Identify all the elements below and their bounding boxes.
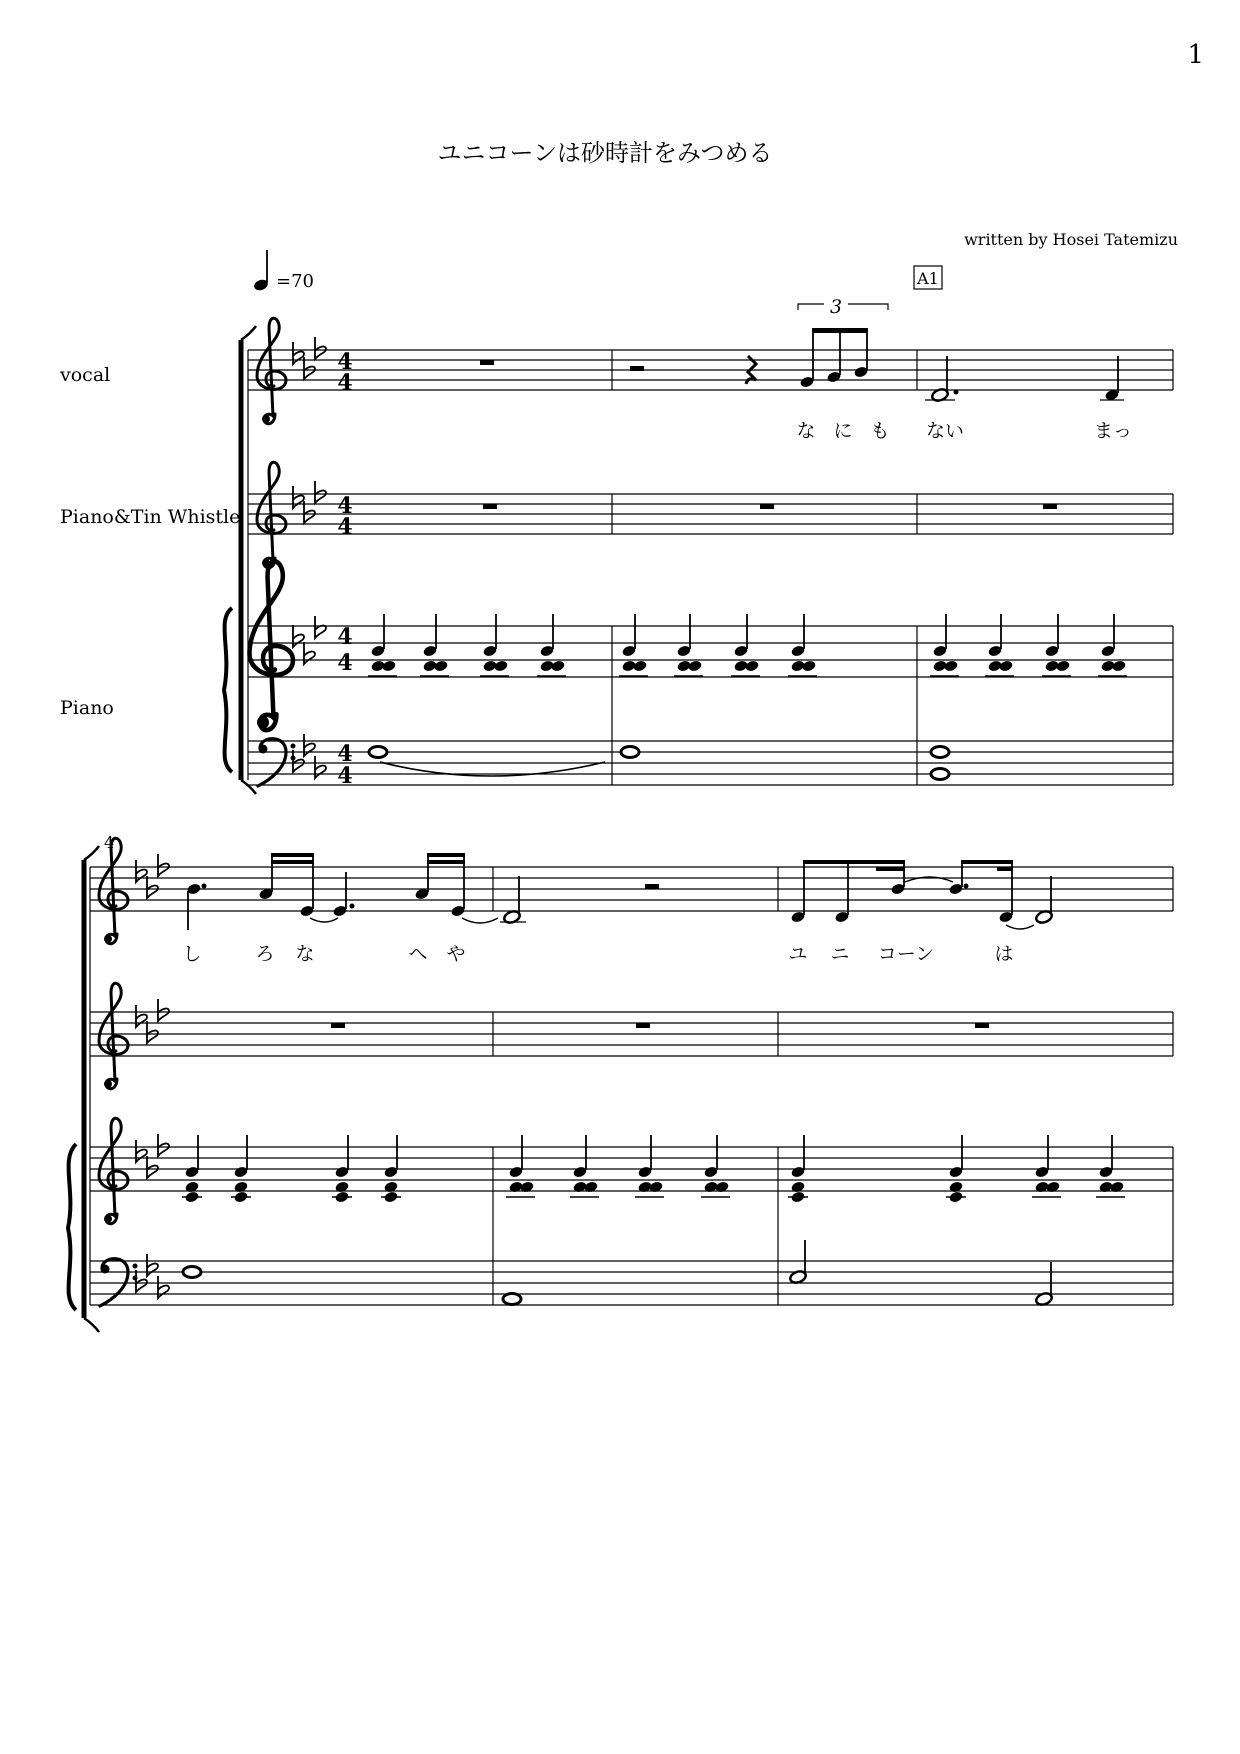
svg-text:な: な <box>796 420 816 442</box>
svg-text:ユ: ユ <box>788 943 808 965</box>
svg-text:ニ: ニ <box>830 943 850 965</box>
treble-clef-icon <box>99 838 128 943</box>
page-number: 1 <box>1187 40 1204 70</box>
svg-text:4: 4 <box>337 370 353 396</box>
brace-icon <box>224 608 232 772</box>
staff-lines <box>248 350 1173 785</box>
svg-text:ろ: ろ <box>255 943 275 965</box>
lyrics-system1 <box>796 420 1132 442</box>
rehearsal-mark: A1 <box>917 269 939 288</box>
piano-rh-system1 <box>368 614 1127 676</box>
time-signatures <box>337 349 352 789</box>
quarter-note-icon <box>253 250 270 292</box>
tuplet-number: 3 <box>829 296 843 318</box>
treble-clef-icon <box>99 1118 128 1223</box>
treble-clef-icon <box>257 318 286 423</box>
svg-text:や: や <box>446 943 466 965</box>
svg-text:へ: へ <box>408 943 428 965</box>
svg-text:まっ: まっ <box>1093 420 1133 442</box>
svg-text:4: 4 <box>337 514 353 540</box>
treble-clef-icon <box>257 462 286 567</box>
svg-text:4: 4 <box>337 741 353 767</box>
svg-text:4: 4 <box>337 650 353 676</box>
svg-text:し: し <box>182 943 202 965</box>
instrument-label-piano: Piano <box>60 697 114 719</box>
brace-icon <box>68 1144 76 1310</box>
instrument-label-tin-whistle: Piano&Tin Whistle <box>60 506 241 528</box>
composer-credit: written by Hosei Tatemizu <box>964 230 1178 249</box>
svg-text:な: な <box>295 943 315 965</box>
svg-text:も: も <box>870 420 890 442</box>
key-signature <box>293 337 326 778</box>
svg-text:4: 4 <box>337 763 353 789</box>
treble-clef-icon <box>250 561 294 730</box>
key-signature <box>136 854 169 1298</box>
treble-clef-icon <box>99 983 128 1088</box>
system-1 <box>224 250 1173 794</box>
lyrics-system2 <box>182 943 1013 965</box>
tempo-marking: =70 <box>276 271 314 292</box>
svg-text:は: は <box>994 943 1014 965</box>
barlines <box>612 350 1173 785</box>
bass-clef-icon <box>100 1259 138 1306</box>
svg-text:に: に <box>833 420 853 442</box>
whistle-rests-system1 <box>483 504 1057 509</box>
vocal-notes-system2 <box>186 853 1058 930</box>
barlines <box>493 867 1173 1305</box>
whistle-rests-system2 <box>331 1023 989 1028</box>
staff-lines <box>90 867 1173 1305</box>
svg-text:4: 4 <box>337 349 353 375</box>
instrument-label-vocal: vocal <box>60 364 111 386</box>
svg-text:コーン: コーン <box>877 943 935 965</box>
bass-clef-icon <box>258 739 296 786</box>
system-2 <box>68 833 1173 1332</box>
vocal-notes-system1 <box>480 296 1124 403</box>
svg-text:4: 4 <box>337 624 353 650</box>
score-title: ユニコーンは砂時計をみつめる <box>437 139 773 167</box>
svg-text:4: 4 <box>337 493 353 519</box>
svg-text:ない: ない <box>925 420 965 442</box>
measure-number: 4 <box>104 833 115 852</box>
piano-lh-system2 <box>183 1240 1053 1307</box>
